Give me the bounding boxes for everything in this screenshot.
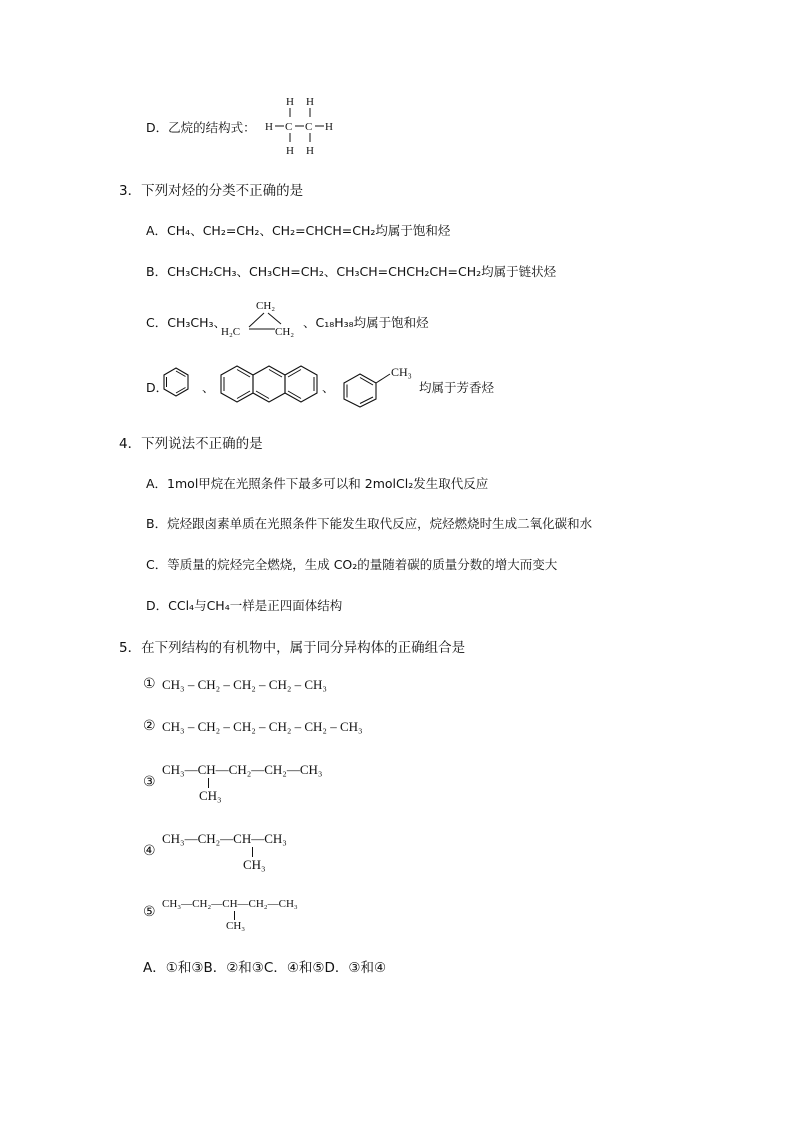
q5-stem: 5．在下列结构的有机物中，属于同分异构体的正确组合是: [119, 640, 466, 656]
q5-item-2-formula: CH₃ – CH₂ – CH₂ – CH₂ – CH₂ – CH₃: [162, 719, 363, 734]
ethane-c-right: C: [305, 121, 313, 133]
anthracene-structure: [219, 362, 329, 406]
q3-option-d-suffix: 均属于芳香烃: [419, 380, 495, 395]
q4-option-c: C．等质量的烷烃完全燃烧，生成 CO₂的量随着碳的质量分数的增大而变大: [146, 557, 558, 572]
ethane-h-right: H: [325, 121, 333, 133]
q5-item-5-main-chain: CH₃—CH₂—CH—CH₂—CH₃: [162, 898, 298, 910]
q3-option-c-prefix: C．CH₃CH₃、: [146, 315, 227, 330]
q3-option-d-sep-1: 、: [202, 380, 215, 395]
q5-item-3-branch: CH₃: [199, 788, 222, 803]
q5-answer-choices: A．①和③B．②和③C．④和⑤D．③和④: [143, 960, 387, 976]
q5-item-3-main-chain: CH₃—CH—CH₂—CH₂—CH₃: [162, 762, 323, 777]
ethane-c-left: C: [285, 121, 293, 133]
ethane-h-bottom-left: H: [286, 145, 294, 157]
cyclopropane-left-label: H₂C: [221, 326, 241, 338]
q3-option-d-sep-2: 、: [322, 380, 335, 395]
q4-option-d: D．CCl₄与CH₄一样是正四面体结构: [146, 598, 343, 613]
q5-item-5-branch: CH₃: [226, 920, 246, 932]
q5-item-4-branch-bond: [252, 847, 253, 857]
q5-item-2-number: ②: [143, 718, 156, 734]
q5-item-4-number: ④: [143, 843, 156, 859]
q5-item-3-number: ③: [143, 774, 156, 790]
q5-item-5-branch-bond: [234, 911, 235, 920]
ethane-structure: [264, 95, 344, 157]
q5-item-1-formula: CH₃ – CH₂ – CH₂ – CH₂ – CH₃: [162, 677, 327, 692]
q2-option-d-label: D．乙烷的结构式：: [146, 120, 256, 135]
ethane-h-bottom-right: H: [306, 145, 314, 157]
ethane-h-top-right: H: [306, 96, 314, 108]
benzene-structure: [162, 366, 202, 406]
cyclopropane-structure: [219, 296, 309, 342]
toluene-structure: [340, 362, 422, 408]
q5-item-4-main-chain: CH₃—CH₂—CH—CH₃: [162, 831, 287, 846]
q5-item-1-number: ①: [143, 676, 156, 692]
q3-option-a: A．CH₄、CH₂=CH₂、CH₂=CHCH=CH₂均属于饱和烃: [146, 223, 451, 238]
cyclopropane-right-label: CH₂: [275, 326, 295, 338]
cyclopropane-top-label: CH₂: [256, 300, 276, 312]
toluene-methyl-label: CH₃: [391, 365, 412, 379]
q4-stem: 4．下列说法不正确的是: [119, 436, 263, 452]
q4-option-b: B．烷烃跟卤素单质在光照条件下能发生取代反应，烷烃燃烧时生成二氧化碳和水: [146, 516, 593, 531]
q5-item-4-branch: CH₃: [243, 857, 266, 872]
q3-stem: 3．下列对烃的分类不正确的是: [119, 183, 304, 199]
q5-item-5-number: ⑤: [143, 904, 156, 920]
q4-option-a: A．1mol甲烷在光照条件下最多可以和 2molCl₂发生取代反应: [146, 476, 489, 491]
q5-item-3-branch-bond: [208, 778, 209, 788]
q3-option-d-prefix: D．: [146, 380, 169, 395]
ethane-h-top-left: H: [286, 96, 294, 108]
ethane-h-left: H: [265, 121, 273, 133]
q3-option-c-suffix: 、C₁₈H₃₈均属于饱和烃: [303, 315, 429, 330]
q3-option-b: B．CH₃CH₂CH₃、CH₃CH=CH₂、CH₃CH=CHCH₂CH=CH₂均属于链状烃: [146, 264, 557, 279]
